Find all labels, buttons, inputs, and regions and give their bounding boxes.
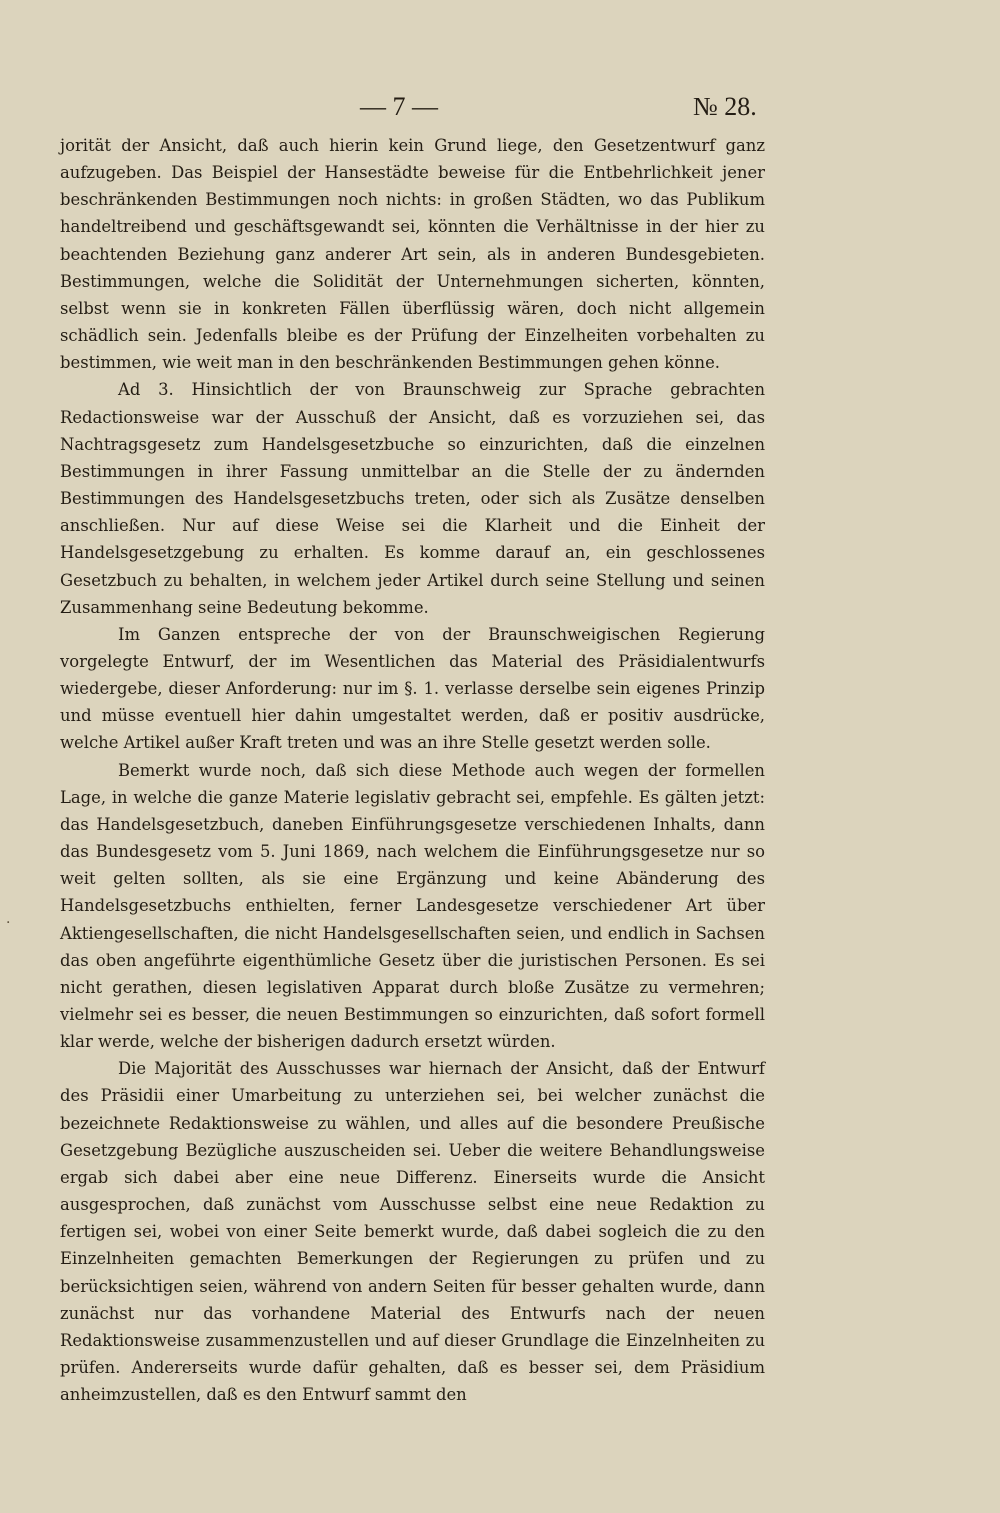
body-text [60, 132, 765, 1408]
paragraph: Die Majorität des Ausschusses war hiernach der Ansicht, daß der Entwurf des Präsidii einer Umarbeitung zu unterziehen sei, bei welcher zunächst die bezeichnete Redaktionsweise zu wählen, und alles auf die besondere Preußische Gesetzgebung Bezügliche auszuscheiden sei. Ueber die weitere Behandlungsweise ergab sich dabei aber eine neue Differenz. Einerseits wurde die Ansicht ausgesprochen, daß zunächst vom Ausschusse selbst eine neue Redaktion zu fertigen sei, wobei von einer Seite bemerkt wurde, daß dabei sogleich die zu den Einzelnheiten gemachten Bemerkungen der Regierungen zu prüfen und zu berücksichtigen seien, während von andern Seiten für besser gehalten wurde, dann zunächst nur das vorhandene Material des Entwurfs nach der neuen Redaktionsweise zusammenzustellen und auf dieser Grundlage die Einzelnheiten zu prüfen. Andererseits wurde dafür gehalten, daß es besser sei, dem Präsidium anheimzustellen, daß es den Entwurf sammt den [60, 1059, 765, 1405]
page-header [0, 92, 1000, 132]
document-number: № 28. [693, 92, 757, 121]
paragraph: Bemerkt wurde noch, daß sich diese Methode auch wegen der formellen Lage, in welche die ganze Materie legislativ gebracht sei, empfehle. Es gälten jetzt: das Handelsgesetzbuch, daneben Einführungsgesetze verschiedenen Inhalts, dann das Bundesgesetz vom 5. Juni 1869, nach welchem die Einführungsgesetze nur so weit gelten sollten, als sie eine Ergänzung und keine Abänderung des Handelsgesetzbuchs enthielten, ferner Landesgesetze verschiedener Art über Aktiengesellschaften, die nicht Handelsgesellschaften seien, und endlich in Sachsen das oben angeführte eigenthümliche Gesetz über die juristischen Personen. Es sei nicht gerathen, diesen legislativen Apparat durch bloße Zusätze zu vermehren; vielmehr sei es besser, die neuen Bestimmungen so einzurichten, daß sofort formell klar werde, welche der bisherigen dadurch ersetzt würden. [60, 760, 765, 1052]
paragraph: jorität der Ansicht, daß auch hierin kein Grund liege, den Gesetzentwurf ganz aufzugeben. Das Beispiel der Hansestädte beweise für die Entbehrlichkeit jener beschränkenden Bestimmungen noch nichts: in großen Städten, wo das Publikum handeltreibend und geschäftsgewandt sei, könnten die Verhältnisse in der hier zu beachtenden Beziehung ganz anderer Art sein, als in anderen Bundesgebieten. Bestimmungen, welche die Solidität der Unternehmungen sicherten, könnten, selbst wenn sie in konkreten Fällen überflüssig wären, doch nicht allgemein schädlich sein. Jedenfalls bleibe es der Prüfung der Einzelheiten vorbehalten zu bestimmen, wie weit man in den beschränkenden Bestimmungen gehen könne. [60, 136, 765, 373]
page-number: — 7 — [360, 92, 438, 121]
paragraph: Im Ganzen entspreche der von der Braunschweigischen Regierung vorgelegte Entwurf, der im Wesentlichen das Material des Präsidialentwurfs wiedergebe, dieser Anforderung: nur im §. 1. verlasse derselbe sein eigenes Prinzip und müsse eventuell hier dahin umgestaltet werden, daß er positiv ausdrücke, welche Artikel außer Kraft treten und was an ihre Stelle gesetzt werden solle. [60, 624, 765, 753]
paragraph: Ad 3. Hinsichtlich der von Braunschweig zur Sprache gebrachten Redactionsweise war der Ausschuß der Ansicht, daß es vorzuziehen sei, das Nachtragsgesetz zum Handelsgesetzbuche so einzurichten, daß die einzelnen Bestimmungen in ihrer Fassung unmittelbar an die Stelle der zu ändernden Bestimmungen des Handelsgesetzbuchs treten, oder sich als Zusätze denselben anschließen. Nur auf diese Weise sei die Klarheit und die Einheit der Handelsgesetzgebung zu erhalten. Es komme darauf an, ein geschlossenes Gesetzbuch zu behalten, in welchem jeder Artikel durch seine Stellung und seinen Zusammenhang seine Bedeutung bekomme. [60, 380, 765, 617]
margin-dot: · [6, 915, 11, 931]
